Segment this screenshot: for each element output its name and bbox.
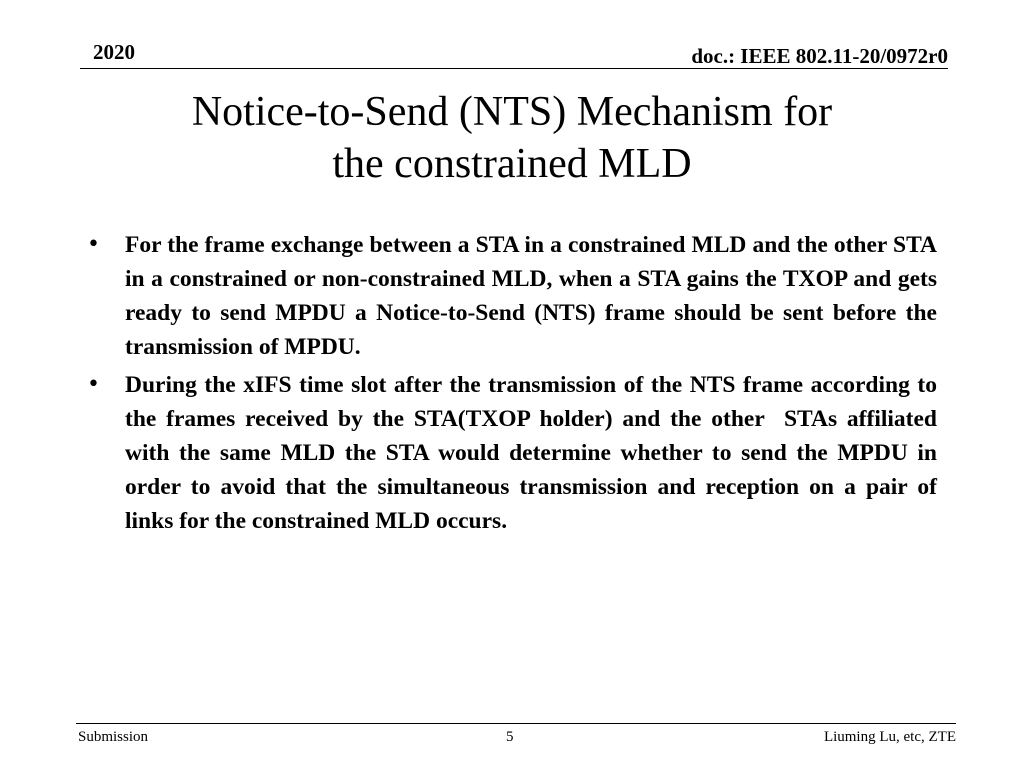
header-divider	[80, 68, 948, 69]
bullet-item-1	[84, 228, 943, 364]
header-year: 2020	[93, 40, 135, 64]
bullet-list	[84, 228, 943, 542]
footer-divider	[76, 723, 956, 724]
slide-title-line-1: Notice-to-Send (NTS) Mechanism for	[191, 89, 833, 135]
bullet-text-2: During the xIFS time slot after the transmission of the NTS frame according to the frames received by the STA(TXOP holder) and the other STAs affiliated with the same MLD the STA would determine whether to send the MPDU in order to avoid that the simultaneous transmission and reception on a pair of links for the constrained MLD occurs.	[125, 372, 943, 534]
footer-page-number: 5	[506, 729, 514, 745]
bullet-dot-icon: •	[87, 232, 100, 257]
header-doc-id: doc.: IEEE 802.11-20/0972r0	[691, 44, 948, 68]
footer-submission: Submission	[78, 729, 149, 745]
bullet-item-2	[84, 368, 943, 538]
bullet-dot-icon: •	[87, 372, 100, 397]
slide-title-line-2: the constrained MLD	[332, 141, 692, 187]
slide-title	[110, 86, 914, 190]
bullet-text-1: For the frame exchange between a STA in a constrained MLD and the other STA in a constrained or non-constrained MLD, when a STA gains the TXOP and gets ready to send MPDU a Notice-to-Send (NTS) frame should be sent before the transmission of MPDU.	[125, 232, 943, 360]
footer-authors: Liuming Lu, etc, ZTE	[823, 729, 956, 745]
